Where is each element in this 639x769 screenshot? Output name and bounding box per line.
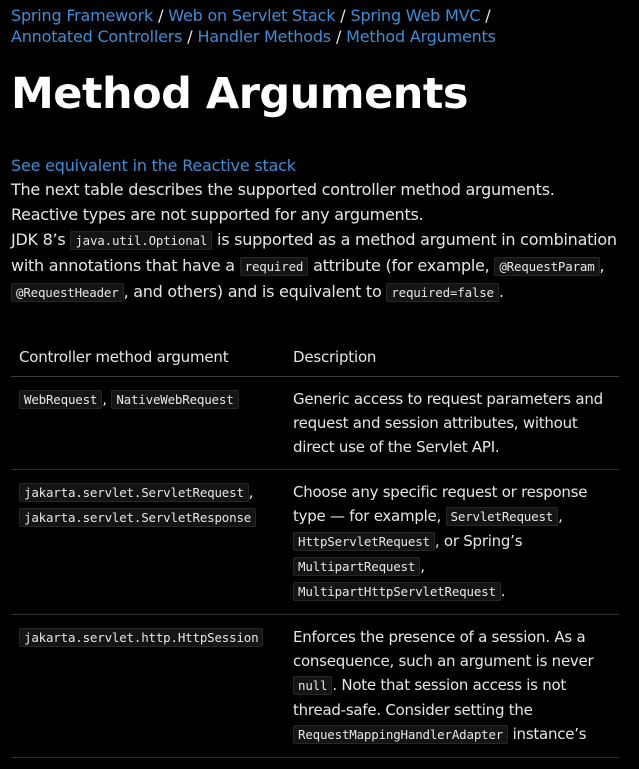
table-header-row [11,336,619,377]
cell-text: Generic access to request parameters and request and session attributes, without direct use of the Servlet API. [293,390,603,456]
inline-code: jakarta.servlet.http.HttpSession [19,628,263,647]
argument-cell [11,615,285,758]
cell-text: , [558,507,563,525]
breadcrumb-separator: / [187,27,193,46]
description-cell [285,470,619,615]
inline-code: ServletRequest [446,507,559,526]
cell-text: , [102,390,112,408]
content [11,0,621,758]
inline-code: @RequestHeader [11,283,124,302]
inline-code: MultipartRequest [293,557,420,576]
inline-code: WebRequest [19,390,102,409]
breadcrumb-link-web-on-servlet-stack[interactable]: Web on Servlet Stack [168,6,336,25]
breadcrumb [11,5,621,47]
optional-paragraph [11,227,621,305]
description-cell [285,377,619,470]
inline-code: RequestMappingHandlerAdapter [293,725,508,744]
table-row [11,377,619,470]
intro-paragraph: The next table describes the supported controller method arguments. Reactive types are not supported for any arguments. [11,180,555,224]
cell-text: . [500,582,506,600]
breadcrumb-link-spring-framework[interactable]: Spring Framework [11,6,154,25]
breadcrumb-separator: / [335,27,342,46]
description-cell [285,615,619,758]
inline-code: jakarta.servlet.ServletResponse [19,508,256,527]
optional-paragraph-text: , and others) and is equivalent to [123,282,387,301]
column-header-argument: Controller method argument [11,336,285,377]
argument-cell [11,470,285,615]
optional-paragraph-text: . [498,282,504,301]
reactive-stack-link[interactable]: See equivalent in the Reactive stack [11,156,296,175]
cell-text: , or Spring’s [434,532,523,550]
optional-paragraph-text: attribute (for example, [308,256,495,275]
breadcrumb-separator: / [158,6,164,25]
inline-code: null [293,676,332,695]
cell-text: Choose any specific request or response type — for example, [293,483,588,525]
inline-code: NativeWebRequest [111,390,238,409]
breadcrumb-link-handler-methods[interactable]: Handler Methods [197,27,331,46]
cell-text: instance’s [508,725,587,743]
optional-paragraph-text: is supported as a method argument in combination with annotations that have a [11,230,617,275]
method-arguments-table [11,336,619,758]
inline-code: jakarta.servlet.ServletRequest [19,483,249,502]
breadcrumb-link-spring-web-mvc[interactable]: Spring Web MVC [350,6,481,25]
breadcrumb-link-annotated-controllers[interactable]: Annotated Controllers [11,27,183,46]
inline-code: java.util.Optional [70,231,212,250]
page-title: Method Arguments [11,69,469,119]
breadcrumb-link-method-arguments[interactable]: Method Arguments [346,27,496,46]
inline-code: @RequestParam [494,257,599,276]
inline-code: MultipartHttpServletRequest [293,582,501,601]
argument-cell [11,377,285,470]
table-row [11,615,619,758]
optional-paragraph-text: , [599,256,605,275]
cell-text: , [420,557,425,575]
optional-paragraph-text: JDK 8’s [11,230,71,249]
table-row [11,470,619,615]
cell-text: . Note that session access is not thread-safe. Consider setting the [293,676,567,719]
inline-code: required=false [386,283,499,302]
column-header-description: Description [285,336,619,377]
breadcrumb-separator: / [340,6,346,25]
inline-code: HttpServletRequest [293,532,435,551]
cell-text: , [248,483,254,501]
inline-code: required [240,257,309,276]
breadcrumb-separator: / [485,6,491,25]
cell-text: Enforces the presence of a session. As a consequence, such an argument is never [293,628,594,670]
